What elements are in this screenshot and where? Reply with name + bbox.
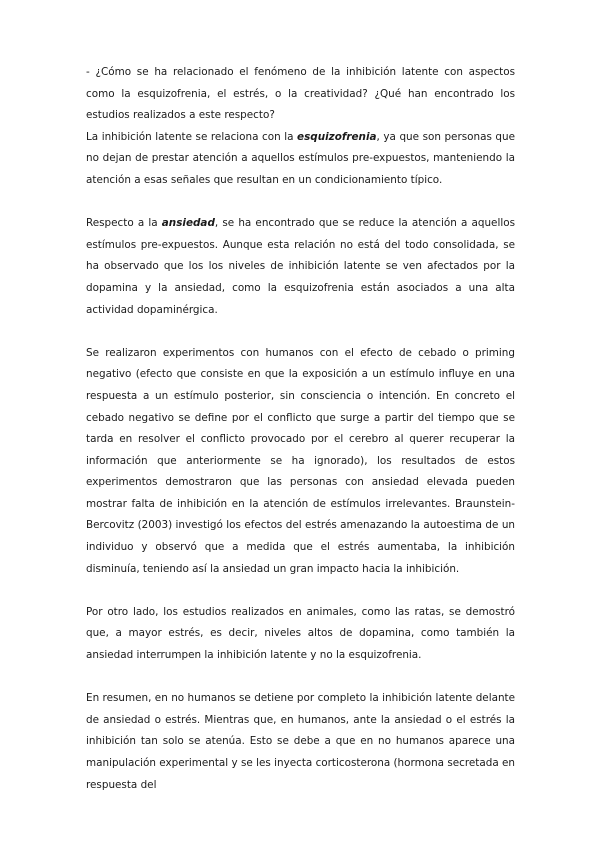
anxiety-term: ansiedad bbox=[161, 217, 215, 230]
animal-studies-paragraph: Por otro lado, los estudios realizados en animales, como las ratas, se demostró que, a mayor estrés, es decir, niveles altos de dopamina, como también la ansiedad interrumpen la inhibición latente y no la esquizofrenia. bbox=[86, 605, 515, 662]
priming-paragraph: Se realizaron experimentos con humanos con el efecto de cebado o priming negativo (efecto que consiste en que la exposición a un estímulo influye en una respuesta a un estímulo posterior, sin consciencia o intención. En concreto el cebado negativo se define por el conflicto que surge a partir del tiempo que se tarda en resolver el conflicto provocado por el cerebro al querer recuperar la información que anteriormente se ha ignorado), los resultados de estos experimentos demostraron que las personas con ansiedad elevada pueden mostrar falta de inhibición en la atención de estímulos irrelevantes. Braunstein-Bercovitz (2003) investigó los efectos del estrés amenazando la autoestima de un individuo y observó que a medida que el estrés aumentaba, la inhibición disminuía, teniendo así la ansiedad un gran impacto hacia la inhibición. bbox=[86, 346, 515, 575]
schizophrenia-term: esquizofrenia bbox=[297, 130, 377, 143]
schizophrenia-text-before: La inhibición latente se relaciona con la bbox=[86, 130, 298, 143]
schizophrenia-text-after: , ya que son personas que no dejan de prestar atención a aquellos estímulos pre-expuestos, manteniendo la atención a esas señales que resultan en un condicionamiento típico. bbox=[86, 130, 515, 186]
schizophrenia-paragraph bbox=[86, 127, 515, 192]
anxiety-text-before: Respecto a la bbox=[86, 217, 162, 230]
summary-paragraph: En resumen, en no humanos se detiene por completo la inhibición latente delante de ansiedad o estrés. Mientras que, en humanos, ante la ansiedad o el estrés la inhibición tan solo se atenúa. Esto se debe a que en no humanos aparece una manipulación experimental y se les inyecta corticosterona (hormona secretada en respuesta del bbox=[86, 692, 515, 791]
anxiety-paragraph bbox=[86, 213, 515, 321]
anxiety-text-after: , se ha encontrado que se reduce la atención a aquellos estímulos pre-expuestos. Aunque esta relación no está del todo consolidada, se ha observado que los los niveles de inhibición latente se ven afectados por la dopamina y la ansiedad, como la esquizofrenia están asociados a una alta actividad dopaminérgica. bbox=[86, 217, 515, 316]
question-paragraph: - ¿Cómo se ha relacionado el fenómeno de la inhibición latente con aspectos como la esquizofrenia, el estrés, o la creatividad? ¿Qué han encontrado los estudios realizados a este respecto? bbox=[86, 66, 515, 122]
document-page bbox=[86, 62, 515, 796]
